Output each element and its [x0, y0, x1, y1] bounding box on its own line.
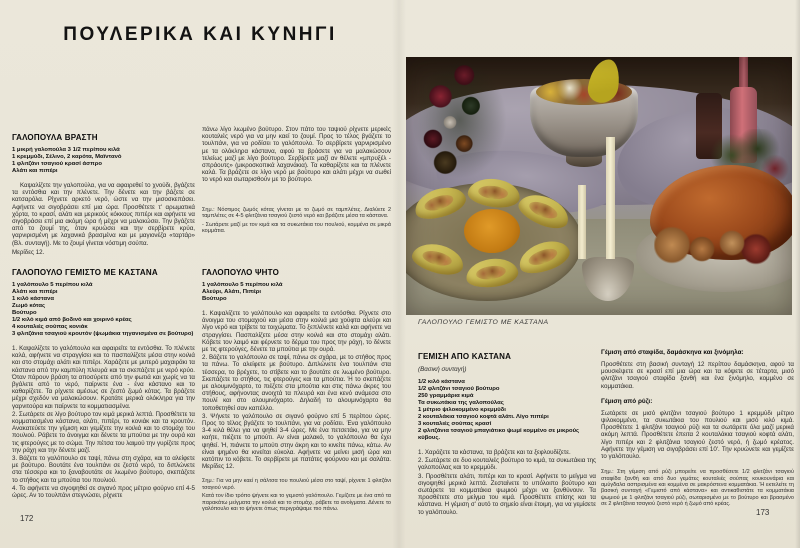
variant-note: Σημ.: Στη γέμιση από ρύζι μπορείτε να προσθέσετε 1/2 φλιτζάνι τσαγιού σταφίδα ξανθή και από δυο γεμάτες κουταλιές σούπας κουκουνάρια και αμύγδαλα ασπρισμένα και κομμένα σε μακρόστενα κομματάκια. Ή εκτελείτε τη βασική συνταγή «Γεμιστό από κάστανα» και αντικαθιστάτε τα κομματάκια ψωμιού με 1 φλιτζάνι τσαγιού ρύζι, σωταρισμένο με το βούτυρο και βρασμένο σε 2 φλιτζάνια τσαγιού ζεστό νερό ή ζωμό από κρέας. [601, 469, 794, 508]
ingredient-list [202, 282, 391, 303]
ingredient-line: 2 φλιτζάνια τσαγιού μπαγιάτικο ψωμί κομμένο σε μικρούς κύβους. [418, 428, 580, 441]
recipe-step: 1. Καψαλίζετε το γαλόπουλο και αφαιρείτε τα εντόσθια. Το πλένετε καλά, αφήνετε να στραγγίσει και το πασπαλίζετε μέσα στην κοιλιά και στο στομάχι αλάτι και πιπέρι. Χαράζετε με μυτερό μαχαιράκι τα κάστανα από την καμπύλη πλευρά και τα σκεπάζετε με νερό κρύο. Όταν πάρουν βράση τα αποσύρετε από την φωτιά και χωρίς να τα βγάλετε από το νερό, παίρνετε ένα - ένα κάστανο και το καθαρίζετε. Τα ρίχνετε αμέσως σε ζεστό ζωμό κότας. Τα βράζετε μέχρι σχεδόν να μαλακώσουν. Κρατάτε μερικά ολόκληρα για την γαρνιτούρα και παίρνετε τα κομματιασμένα. [12, 345, 195, 410]
ingredient-line: 1 κιλό κάστανα [12, 296, 54, 302]
recipe-body: Καψαλίζετε την γαλοπούλα, για να αφαιρεθεί το χνούδι, βγάζετε τα εντόσθια και την πλένετε. Την δένετε και την βάζετε σε κατσαρόλα. Ρίχνετε αρκετό νερό, ώστε να την μισοσκεπάσει. Αφήνετε να σιγοβράσει επί μια ώρα. Προσθέτετε τ' αρωματικά χόρτα, το κρασί, αλάτι και μερικούς κόκκους πιπέρι και αφήνετε να σιγοβράσει επί μια ακόμη ώρα ή μέχρι να μαλακώσει. Την βγάζετε από το ζουμί της, όταν κρυώσει και την σερβίρετε κρύα, γαρνιρισμένη με λαχανικά βρασμένα και με μαγιονέζα «ταρτάρ» (Βλ. συνταγή). Με το ζουμί γίνεται νόστιμη σούπα. [12, 182, 195, 247]
ingredient-line: 1/2 φλιτζάνι τσαγιού βούτυρο [418, 386, 500, 392]
note-broth [202, 207, 391, 237]
page-number-right: 173 [756, 508, 770, 517]
recipe-title: ΓΑΛΟΠΟΥΛΟ ΓΕΜΙΣΤΟ ΜΕ ΚΑΣΤΑΝΑ [12, 268, 158, 277]
food-photo [406, 57, 792, 315]
ingredient-line: 1 κρεμμύδι, Σέλινο, 2 καρότα, Μαϊντανό [12, 154, 122, 160]
ingredient-line: 2 κουταλάκια τσαγιού κοφτά αλάτι. Λίγο πιπέρι [418, 414, 549, 420]
step-list [202, 310, 391, 470]
ingredient-line: Αλάτι και πιπέρι [12, 168, 58, 174]
note-line: Κατά τον ίδιο τρόπο ψήνετε και το γεμιστό γαλόπουλο. Γεμίζετε με ένα από τα παρακάτω μείγματα την κοιλιά και το στομάχι, ράβετε τα ανοίγματα. Δένετε το γαλόπουλο και το ψήνετε όπως περιγράψαμε πιο πάνω. [202, 493, 391, 513]
ingredient-line: 1 μέτριο ψιλοκομμένο κρεμμύδι [418, 407, 506, 413]
recipe-title: ΓΑΛΟΠΟΥΛΑ ΒΡΑΣΤΗ [12, 133, 98, 142]
page-title: ΠΟΥΛΕΡΙΚΑ ΚΑΙ ΚΥΝΗΓΙ [63, 24, 337, 45]
ingredient-line: 1 φλιτζάνι τσαγιού κρασί άσπρο [12, 161, 102, 167]
ingredient-line: 1 μικρή γαλοπούλα 3 1/2 περίπου κιλά [12, 147, 120, 153]
ingredient-line: 4 κουταλιές σούπας κονιάκ [12, 324, 88, 330]
recipe-boiled-turkey [12, 133, 195, 258]
recipe-title: ΓΕΜΙΣΗ ΑΠΟ ΚΑΣΤΑΝΑ [418, 352, 512, 361]
recipe-step: 1. Χαράζετε τα κάστανα, τα βράζετε και τα ξεφλουδίζετε. [418, 449, 571, 456]
note-line: Σημ.: Για να μην καεί η σάλτσα του πουλιού μέσα στο ταψί, ρίχνετε 1 φλιτζάνι τσαγιού νερό. [202, 478, 391, 491]
variant-title: Γέμιση από ρύζι: [601, 397, 653, 405]
note-line: Σημ.: Νόστιμος ζωμός κότας γίνεται με το ζωμό σε ταμπλέτες. Διαλύετε 2 ταμπλέτες σε 4-5 φλιτζάνια τσαγιού ζεστό νερό και βράζετε μέσα τα κάστανα. [202, 207, 391, 220]
ingredient-line: Τα συκωτάκια της γαλοπούλας [418, 400, 504, 406]
ingredient-line: 3 κουταλιές σούπας κρασί [418, 421, 492, 427]
recipe-step: 3. Ψήνετε το γαλόπουλο σε σιγανό φούρνο επί 5 περίπου ώρες. Προς το τέλος βγάζετε το τουλπάνι, για να ροδίσει. Ένα γαλόπουλο 3-4 κιλά θέλει για να ψηθεί 3-4 ώρες. Με ένα πετσετάκι, για να μην καήτε, πιέζετε το μπούτι. Αν είναι μαλακό, το γαλόπουλο θα έχει ψηθεί. Ή, πιάνετε το μπούτι στην άκρη και το κινείτε πάνω, κάτω. Αν είναι ψημένο θα κινείται εύκολα. Αφήνετε να μείνει μισή ώρα και κατόπιν το κόβετε. Το σερβίρετε με πατάτες φούρνου και με σαλάτα. Μερίδες 12. [202, 412, 391, 471]
recipe-step: 2. Σωτάρετε σε λίγο βούτυρο τον κιμά μερικά λεπτά. Προσθέτετε τα κομματιασμένα κάστανα, αλάτι, πιπέρι, το κονιάκ και τα κρουτόν. Ανακατεύετε την γέμιση και γεμίζετε την κοιλιά και το στομάχι του πουλιού. Ράβετε το άνοιγμα και δένετε τα μπούτια με την ουρά και τις φτερούγες με το σώμα. Την πέτσα του λαιμού την γυρίζετε προς την ράχη και την δένετε μαζί. [12, 410, 195, 454]
note-sauce [202, 478, 391, 512]
ingredient-list [12, 282, 195, 338]
ingredient-line: Ζωμό κότας [12, 303, 46, 309]
page-number-left: 172 [20, 514, 34, 523]
step-list [418, 449, 596, 516]
recipe-roast-turkey [202, 268, 391, 515]
ingredient-line: Βούτυρο [202, 296, 227, 302]
page-edge-shadow [795, 0, 800, 548]
ingredient-list [418, 379, 596, 442]
recipe-title: ΓΑΛΟΠΟΥΛΟ ΨΗΤΟ [202, 268, 280, 277]
note-lines [202, 207, 391, 235]
recipe-step: 3. Βάζετε το γαλόπουλο σε ταψί, πάνω στη σχάρα, και το αλείφετε με βούτυρο. Βουτάτε ένα τουλπάνι σε ζεστό νερό, το διπλώνετε στα τέσσερα και το ξαναβουτάτε σε λιωμένο βούτυρο, σκεπάζετε το στήθος και τα μπούτια του πουλιού. [12, 455, 195, 484]
photo-caption: ΓΑΛΟΠΟΥΛΟ ΓΕΜΙΣΤΟ ΜΕ ΚΑΣΤΑΝΑ [418, 319, 549, 326]
recipe-continuation [202, 126, 391, 186]
recipe-chestnut-stuffing [418, 352, 596, 517]
ingredient-line: 3 φλιτζάνια τσαγιού κρουτόν (ψωμάκια τηγανισμένα σε βούτυρο) [12, 331, 194, 337]
stuffing-variants [601, 349, 794, 510]
recipe-step: 3. Προσθέτετε αλάτι, πιπέρι και το κρασί. Αφήνετε το μείγμα να σιγοψηθεί μερικά λεπτά. Ζεσταίνετε το υπόλοιπο βούτυρο και σωτάρετε τα κομματάκια ψωμιού μέχρι να ξανθύνουν. Τα προσθέτετε στο μείγμα του κιμά. Προσθέτετε επίσης και τα κάστανα. Η γέμιση σ' αυτό το σημείο είναι έτοιμη, για να γεμίσετε το γαλόπουλο. [418, 472, 596, 516]
page-gutter [392, 0, 406, 548]
photo-vignette [406, 57, 792, 315]
servings-line: Μερίδες 12. [12, 248, 45, 256]
ingredient-line: Αλάτι και πιπέρι [12, 289, 58, 295]
ingredient-line: 1/2 κιλό κάστανα [418, 379, 465, 385]
ingredient-line: 1/2 κιλό κιμά από βοδινό και χοιρινό κρέας [12, 317, 132, 323]
ingredient-list [12, 147, 195, 175]
ingredient-line: Βούτυρο [12, 310, 37, 316]
step-list [12, 345, 195, 499]
recipe-step: 2. Σωτάρετε σε δυο κουταλιές βούτυρο το κιμά, τα συκωτάκια της γαλοπούλας και το κρεμμύδι. [418, 457, 596, 472]
ingredient-line: 1 γαλόπουλο 5 περίπου κιλά [202, 282, 283, 288]
variant-body: Προσθέτετε στη βασική συνταγή 12 περίπου δαμάσκηνα, αφού τα μουσκέψετε σε κρασί επί μια ώρα και τα κόψετε σε τέταρτα, μισό φλιτζάνι τσαγιού σταφίδα ξανθή και ένα ξινόμηλο, κομμένο σε κομματάκια. [601, 361, 794, 390]
recipe-step: 2. Βάζετε το γαλόπουλο σε ταψί, πάνω σε σχάρα, με το στήθος προς τα πάνω. Το αλείφετε με βούτυρο. Διπλώνετε ένα τουλπάνι στα τέσσερα, το βρέχετε, το στίβετε και το βουτάτε σε λιωμένο βούτυρο. Σκεπάζετε το στήθος, τις φτερούγες και τα μπούτια. Ή το σκεπάζετε με αλουμινόχαρτο, το πιέζετε στα μπούτια και στις πάνω άκρες του στήθους, αφήνοντας ανοιχτά τα πλευρά και ένα κενό ανάμεσα στο πουλί και στο αλουμινόχαρτο. Δηλαδή το αλουμινόχαρτο θα τοποθετηθεί σαν καπέλλο. [202, 354, 391, 412]
recipe-step: 4. Το αφήνετε να σιγοψηθεί σε σιγανό προς μέτριο φούρνο επί 4-5 ώρες. Αν το τουλπάνι στεγνώσει, ρίχνετε [12, 484, 195, 500]
ingredient-line: 250 γραμμάρια κιμά [418, 393, 474, 399]
variant-title: Γέμιση από σταφίδα, δαμάσκηνα και ξινόμηλα: [601, 349, 744, 356]
recipe-stuffed-turkey [12, 268, 195, 500]
variant-body: Σωτάρετε σε μισό φλιτζάνι τσαγιού βούτυρο 1 κρεμμύδι μέτριο ψιλοκομμένο, τα συκωτάκια του πουλιού και μισό κιλό κιμά. Προσθέτετε 1 φλιτζάνι τσαγιού ρύζι και τα σωτάρετε όλα μαζί μερικά ακόμη λεπτά. Προσθέτετε έπειτα 2 κουταλάκια τσαγιού κοφτά αλάτι, λίγο πιπέρι και 2 φλιτζάνια τσαγιού ζεστό νερό, ή ζωμό κρέατος. Αφήνετε την γέμιση να σιγοβράσει επί 10'. Την κρυώνετε και γεμίζετε το γαλόπουλο. [601, 409, 794, 461]
ingredient-line: 1 γαλόπουλο 5 περίπου κιλά [12, 282, 93, 288]
recipe-subtitle: (Βασική συνταγή) [418, 366, 467, 373]
ingredient-line: Αλεύρι, Αλάτι, Πιπέρι [202, 289, 262, 295]
recipe-step: 1. Καψαλίζετε το γαλόπουλο και αφαιρείτε τα εντόσθια. Ρίχνετε στο άνοιγμα του στομαχιού και μέσα στην κοιλιά μια χούφτα αλεύρι και λίγο νερό και τρίβετε τα τοιχώματα. Το ξεπλένετε καλά και αφήνετε να στραγγίσει. Πασπαλίζετε μέσα στην κοιλιά και στο στομάχι αλάτι. Κόβετε τον λαιμό και φέρνετε το δέρμα του προς την ράχη, το δένετε με τις φτερούγες, δένετε τα μπούτια με την ουρά. [202, 310, 391, 354]
note-line: - Σωτάρετε μαζί με τον κιμά και τα συκωτάκια του πουλιού, κομμένα σε μικρά κομμάτια. [202, 221, 391, 235]
continuation-text: πάνω λίγο λιωμένο βούτυρο. Στον πάτο του ταψιού ρίχνετε μερικές κουταλιές νερό για να μην καεί το ζουμί. Προς το τέλος βγάζετε το τουλπάνι, για να ροδίσει το γαλόπουλο. Το σερβίρετε γαρνιρισμένο με τα ολόκληρα κάστανα, αφού τα βράσετε για να μαλακώσουν τελείως μαζί με λίγο βούτυρο. Σερβίρετε μαζί αν θέλετε «μπρυξέλ - σπράουτς» (μικροσκοπικά λαχανάκια). Τα καθαρίζετε και τα πλένετε καλά. Τα βράζετε σε λίγο νερό με βούτυρο και αλάτι μέχρι να σωθεί το νερό και σωταρισθούν με το βούτυρο. [202, 126, 391, 184]
